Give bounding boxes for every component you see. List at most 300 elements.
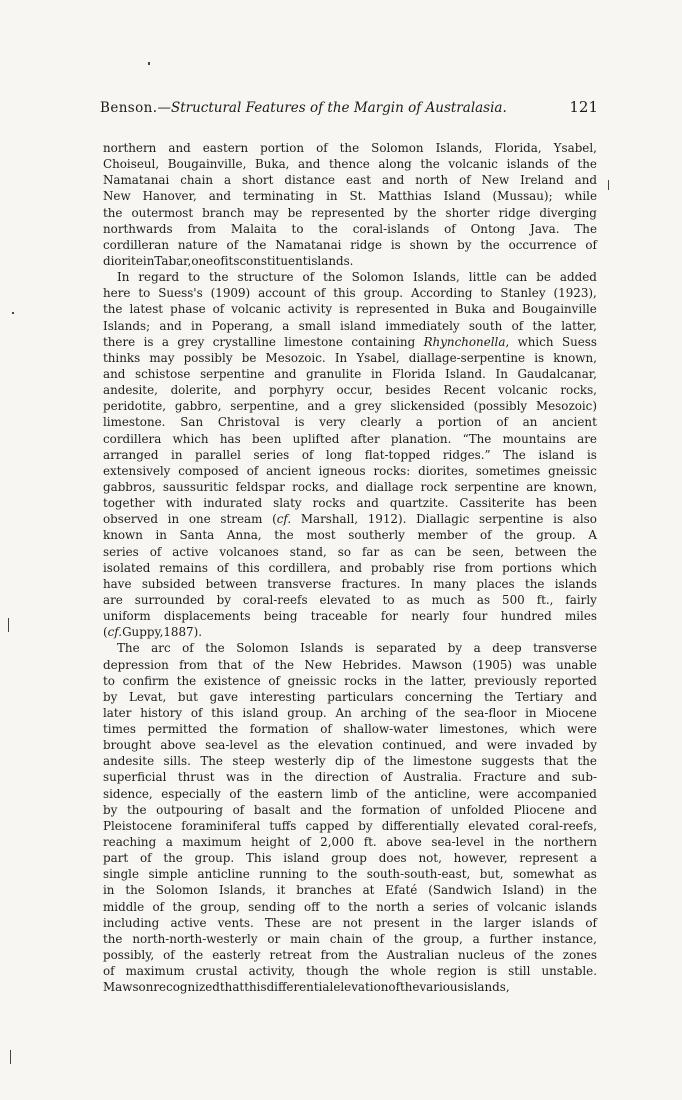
word: crustal [195, 964, 238, 979]
word: of [479, 528, 492, 543]
word: of [190, 705, 203, 720]
word: after [350, 431, 380, 446]
word: gneissic [548, 463, 597, 478]
word: of [213, 253, 225, 268]
word: are [526, 479, 547, 494]
word: thence [329, 157, 370, 172]
word: that [218, 657, 243, 672]
word: diverging [539, 205, 597, 220]
word: for [380, 609, 399, 624]
word: that [219, 980, 245, 995]
word: branch [202, 205, 245, 220]
word: were [478, 786, 509, 801]
word: or [267, 931, 281, 946]
word: of [268, 673, 280, 688]
word: the [358, 948, 378, 963]
word: in [260, 770, 273, 785]
word: island [242, 705, 279, 720]
text-line [103, 979, 597, 995]
word: of [459, 173, 471, 188]
word: dolerite, [170, 383, 222, 398]
text-line [103, 608, 597, 624]
word: occur, [336, 383, 373, 398]
word: so [337, 544, 352, 559]
word: however, [453, 851, 508, 866]
word: a [338, 399, 346, 414]
word: igneous [318, 463, 366, 478]
word: a [473, 641, 481, 656]
word: the [125, 883, 145, 898]
word: isolated [103, 560, 151, 575]
word: vents. [217, 915, 254, 930]
word: existence [203, 673, 261, 688]
word: miles [564, 609, 597, 624]
word: San [180, 415, 204, 430]
word: (possibly [473, 399, 528, 414]
word: volcanoes [219, 544, 279, 559]
word: the [249, 786, 269, 801]
word: it [276, 883, 286, 898]
word: interesting [249, 689, 316, 704]
word: and [298, 157, 321, 172]
word: Diallagic [416, 512, 470, 527]
word: be [241, 350, 257, 365]
word: Miocene [545, 705, 597, 720]
word: formation [249, 722, 309, 737]
word: small [298, 318, 331, 333]
word: the [534, 948, 554, 963]
word: continued, [382, 738, 447, 753]
word: probably [370, 560, 425, 575]
word: an [522, 415, 538, 430]
word: diorites, [418, 463, 468, 478]
word: is [339, 302, 350, 317]
word: and [159, 318, 182, 333]
word: be [287, 205, 303, 220]
text-line [103, 818, 597, 834]
word: was [522, 657, 546, 672]
text-line [103, 673, 597, 689]
word: in [430, 915, 443, 930]
word: accompanied [517, 786, 597, 801]
word: invaded [525, 738, 574, 753]
word: of [372, 931, 385, 946]
word: though [306, 964, 349, 979]
word: and [208, 189, 232, 204]
word: added [559, 270, 597, 285]
word: Islands, [435, 141, 483, 155]
word: diallage-serpentine [408, 350, 526, 365]
word: is [390, 237, 401, 252]
word: In [334, 350, 348, 365]
word: including [103, 915, 160, 930]
word: grey [177, 334, 205, 349]
word: New [481, 173, 510, 188]
word: New [103, 189, 131, 204]
text-line [103, 963, 597, 979]
word: very [319, 415, 346, 430]
word: reaching [103, 835, 157, 850]
word: are [577, 431, 597, 446]
word: rock [420, 479, 448, 494]
word: and [492, 302, 515, 317]
word: much [431, 592, 465, 607]
word: of [585, 237, 597, 252]
word: latest [129, 302, 164, 317]
text-line [103, 931, 597, 947]
text-line [103, 560, 597, 576]
word: westerly [274, 754, 326, 769]
word: of [139, 851, 152, 866]
word: According [411, 286, 473, 301]
word: gave [209, 689, 239, 704]
word: serpentine [454, 479, 520, 494]
word: the [318, 221, 338, 236]
word: the [453, 915, 473, 930]
word: Christoval [217, 415, 280, 430]
word: north [376, 899, 410, 914]
word: of [302, 270, 315, 285]
word: gneissic [287, 673, 337, 688]
word: the [403, 673, 424, 688]
word: main [290, 931, 320, 946]
word: as [406, 592, 420, 607]
word: islands [554, 576, 597, 591]
word: Buka [454, 302, 486, 317]
word: ridges.” [442, 447, 491, 462]
word: along [378, 157, 412, 172]
word: of [476, 899, 489, 914]
word: constituent [239, 253, 308, 268]
word: and [339, 560, 362, 575]
word: series [253, 447, 290, 462]
word: Suess [561, 334, 597, 349]
word: displacements [163, 609, 251, 624]
word: (cf. [103, 625, 123, 640]
word: Bougainville [521, 302, 597, 317]
word: thinks [103, 350, 141, 365]
word: Islands, [412, 270, 460, 285]
word: shorter [445, 205, 490, 220]
word: the [532, 318, 552, 333]
word: series [432, 899, 469, 914]
word: The [503, 447, 526, 462]
word: the [384, 754, 404, 769]
word: possibly, [103, 948, 155, 963]
word: from [179, 657, 208, 672]
word: from [320, 948, 350, 963]
word: arching [360, 705, 407, 720]
word: in [155, 528, 167, 543]
word: the [103, 931, 123, 946]
word: fractures. [341, 576, 401, 591]
word: further [489, 931, 533, 946]
word: Gaudalcanar, [517, 366, 597, 381]
text-line [103, 915, 597, 931]
word: a [417, 899, 425, 914]
word: island [283, 851, 320, 866]
word: extensively [103, 463, 171, 478]
text-line [103, 753, 597, 769]
word: one [191, 253, 214, 268]
word: serpentine, [230, 399, 299, 414]
word: is [487, 964, 498, 979]
word: phase [170, 302, 206, 317]
word: concerning [404, 689, 473, 704]
word: easterly [212, 948, 261, 963]
word: brought [103, 738, 152, 753]
word: above [160, 738, 196, 753]
word: dip [335, 754, 355, 769]
word: of [316, 141, 328, 155]
word: activity, [248, 964, 296, 979]
word: Island. [445, 366, 486, 381]
word: the [172, 899, 192, 914]
word: of [229, 786, 241, 801]
word: in [384, 673, 397, 688]
header-author: Benson. [100, 100, 158, 116]
word: hundred [500, 609, 552, 624]
word: (1923), [553, 286, 597, 301]
word: This [245, 851, 272, 866]
word: occurrence [508, 237, 577, 252]
word: of [182, 641, 194, 656]
word: group, [423, 931, 463, 946]
text-line [103, 431, 597, 447]
word: and [574, 173, 597, 188]
text-line [103, 511, 597, 527]
scan-speck [608, 180, 609, 190]
word: as [390, 544, 404, 559]
word: in [493, 835, 506, 850]
word: volcanic [498, 383, 548, 398]
word: direction [314, 770, 370, 785]
word: height [250, 835, 290, 850]
word: observed [103, 512, 158, 527]
word: and [574, 802, 597, 817]
word: Stanley [500, 286, 546, 301]
word: single [103, 867, 140, 882]
word: coral-islands [352, 221, 430, 236]
word: Mawson [411, 657, 463, 672]
word: known, [553, 350, 597, 365]
word: ancient [552, 415, 597, 430]
word: An [335, 705, 352, 720]
word: its [224, 253, 240, 268]
word: confirm [122, 673, 169, 688]
text-line [103, 318, 597, 334]
word: Java. [530, 221, 560, 236]
word: The [574, 221, 597, 236]
word: group [331, 851, 367, 866]
word: of [212, 302, 225, 317]
word: eastern [202, 141, 249, 155]
word: history [140, 705, 183, 720]
word: volcanic [231, 302, 281, 317]
word: simple [148, 867, 189, 882]
word: Fracture [473, 770, 527, 785]
word: which [172, 431, 209, 446]
word: by [216, 592, 231, 607]
word: were [486, 738, 517, 753]
word: various [419, 980, 464, 995]
word: foraminiferal [181, 818, 261, 833]
word: A [588, 528, 597, 543]
word: stand, [289, 544, 327, 559]
text-line [103, 834, 597, 850]
word: Island [443, 189, 481, 204]
word: this [244, 980, 267, 995]
word: (cf. [272, 512, 292, 527]
word: outermost [131, 205, 194, 220]
word: rocks [312, 496, 346, 511]
word: Matthias [378, 189, 432, 204]
word: to [103, 673, 115, 688]
word: the [420, 157, 440, 172]
word: later [103, 705, 132, 720]
word: instance, [542, 931, 597, 946]
word: known, [553, 479, 597, 494]
word: regard [138, 270, 180, 285]
word: be [536, 270, 551, 285]
word: unstable. [541, 964, 597, 979]
word: in [167, 512, 180, 527]
word: (Mussau); [492, 189, 553, 204]
header-title: Structural Features of the Margin of Australasia. [170, 100, 507, 116]
word: Tabar, [154, 253, 192, 268]
word: ft., [536, 592, 554, 607]
word: of [557, 157, 569, 172]
word: and [537, 770, 561, 785]
word: (Sandwich [428, 883, 492, 898]
word: diallage [365, 479, 414, 494]
word: being [263, 609, 298, 624]
word: activity [287, 302, 333, 317]
word: feldspar [235, 479, 285, 494]
word: in [142, 253, 155, 268]
word: is [534, 350, 545, 365]
word: Santa [179, 528, 215, 543]
text-line [103, 947, 597, 963]
word: outpouring [156, 802, 223, 817]
word: of [216, 560, 229, 575]
word: composed [178, 463, 239, 478]
word: by [103, 689, 118, 704]
word: transverse [533, 641, 597, 656]
word: cordillera, [268, 560, 331, 575]
text-line [103, 640, 597, 656]
word: the [480, 237, 500, 252]
word: retreat [269, 948, 312, 963]
word: clearly [360, 415, 402, 430]
word: chain [329, 931, 363, 946]
text-line [103, 285, 597, 301]
word: of [363, 754, 376, 769]
word: may [149, 350, 175, 365]
word: have [103, 576, 132, 591]
word: St. [349, 189, 367, 204]
word: cordillera [103, 431, 162, 446]
word: northern [543, 835, 597, 850]
text-line [103, 479, 597, 495]
word: uplifted [292, 431, 340, 446]
word: distance [284, 173, 336, 188]
word: sea-level [431, 835, 485, 850]
word: limestones, [439, 722, 508, 737]
word: Choiseul, [103, 157, 160, 172]
word: superficial [103, 770, 167, 785]
word: is [553, 512, 564, 527]
word: running [259, 867, 307, 882]
word: to [291, 221, 304, 236]
word: the [524, 576, 545, 591]
word: the [577, 754, 597, 769]
text-line [103, 899, 597, 915]
word: the [577, 544, 597, 559]
text-line [103, 495, 597, 511]
word: as [476, 592, 491, 607]
word: sills. [163, 754, 191, 769]
word: Poperang, [211, 318, 273, 333]
word: and [574, 689, 597, 704]
word: to [138, 286, 151, 301]
word: Florida [392, 366, 436, 381]
word: the [218, 722, 239, 737]
word: the [209, 270, 229, 285]
word: rocks: [373, 463, 411, 478]
word: Efaté [385, 883, 418, 898]
word: been [252, 431, 282, 446]
word: long [325, 447, 353, 462]
text-line [103, 705, 597, 721]
word: of [313, 286, 326, 301]
word: this [237, 560, 260, 575]
word: by [447, 641, 463, 656]
header-separator: — [157, 100, 171, 116]
word: the [386, 786, 406, 801]
word: Ysabel, [356, 350, 400, 365]
word: rise [433, 560, 456, 575]
word: volcanic [448, 157, 498, 172]
word: Rhynchonella, [423, 334, 510, 349]
word: in [525, 705, 537, 720]
word: in [171, 447, 183, 462]
word: eastern [277, 786, 323, 801]
word: nucleus [458, 948, 505, 963]
word: gabbro, [174, 399, 222, 414]
word: Guppy, [122, 625, 164, 640]
word: sea-level [205, 738, 258, 753]
word: Ysabel, [553, 141, 597, 155]
word: Anna, [226, 528, 262, 543]
text-line [103, 624, 597, 640]
text-line [103, 721, 597, 737]
word: south-south-east, [366, 867, 471, 882]
text-line [103, 221, 597, 237]
word: was [226, 770, 250, 785]
word: does [378, 851, 407, 866]
word: Solomon [236, 641, 289, 656]
word: and [103, 366, 126, 381]
text-line [103, 786, 597, 802]
word: between [515, 544, 567, 559]
word: of [366, 786, 378, 801]
word: of [388, 980, 400, 995]
text-line [103, 802, 597, 818]
text-line [103, 576, 597, 592]
text-line [103, 866, 597, 882]
word: is [143, 334, 154, 349]
